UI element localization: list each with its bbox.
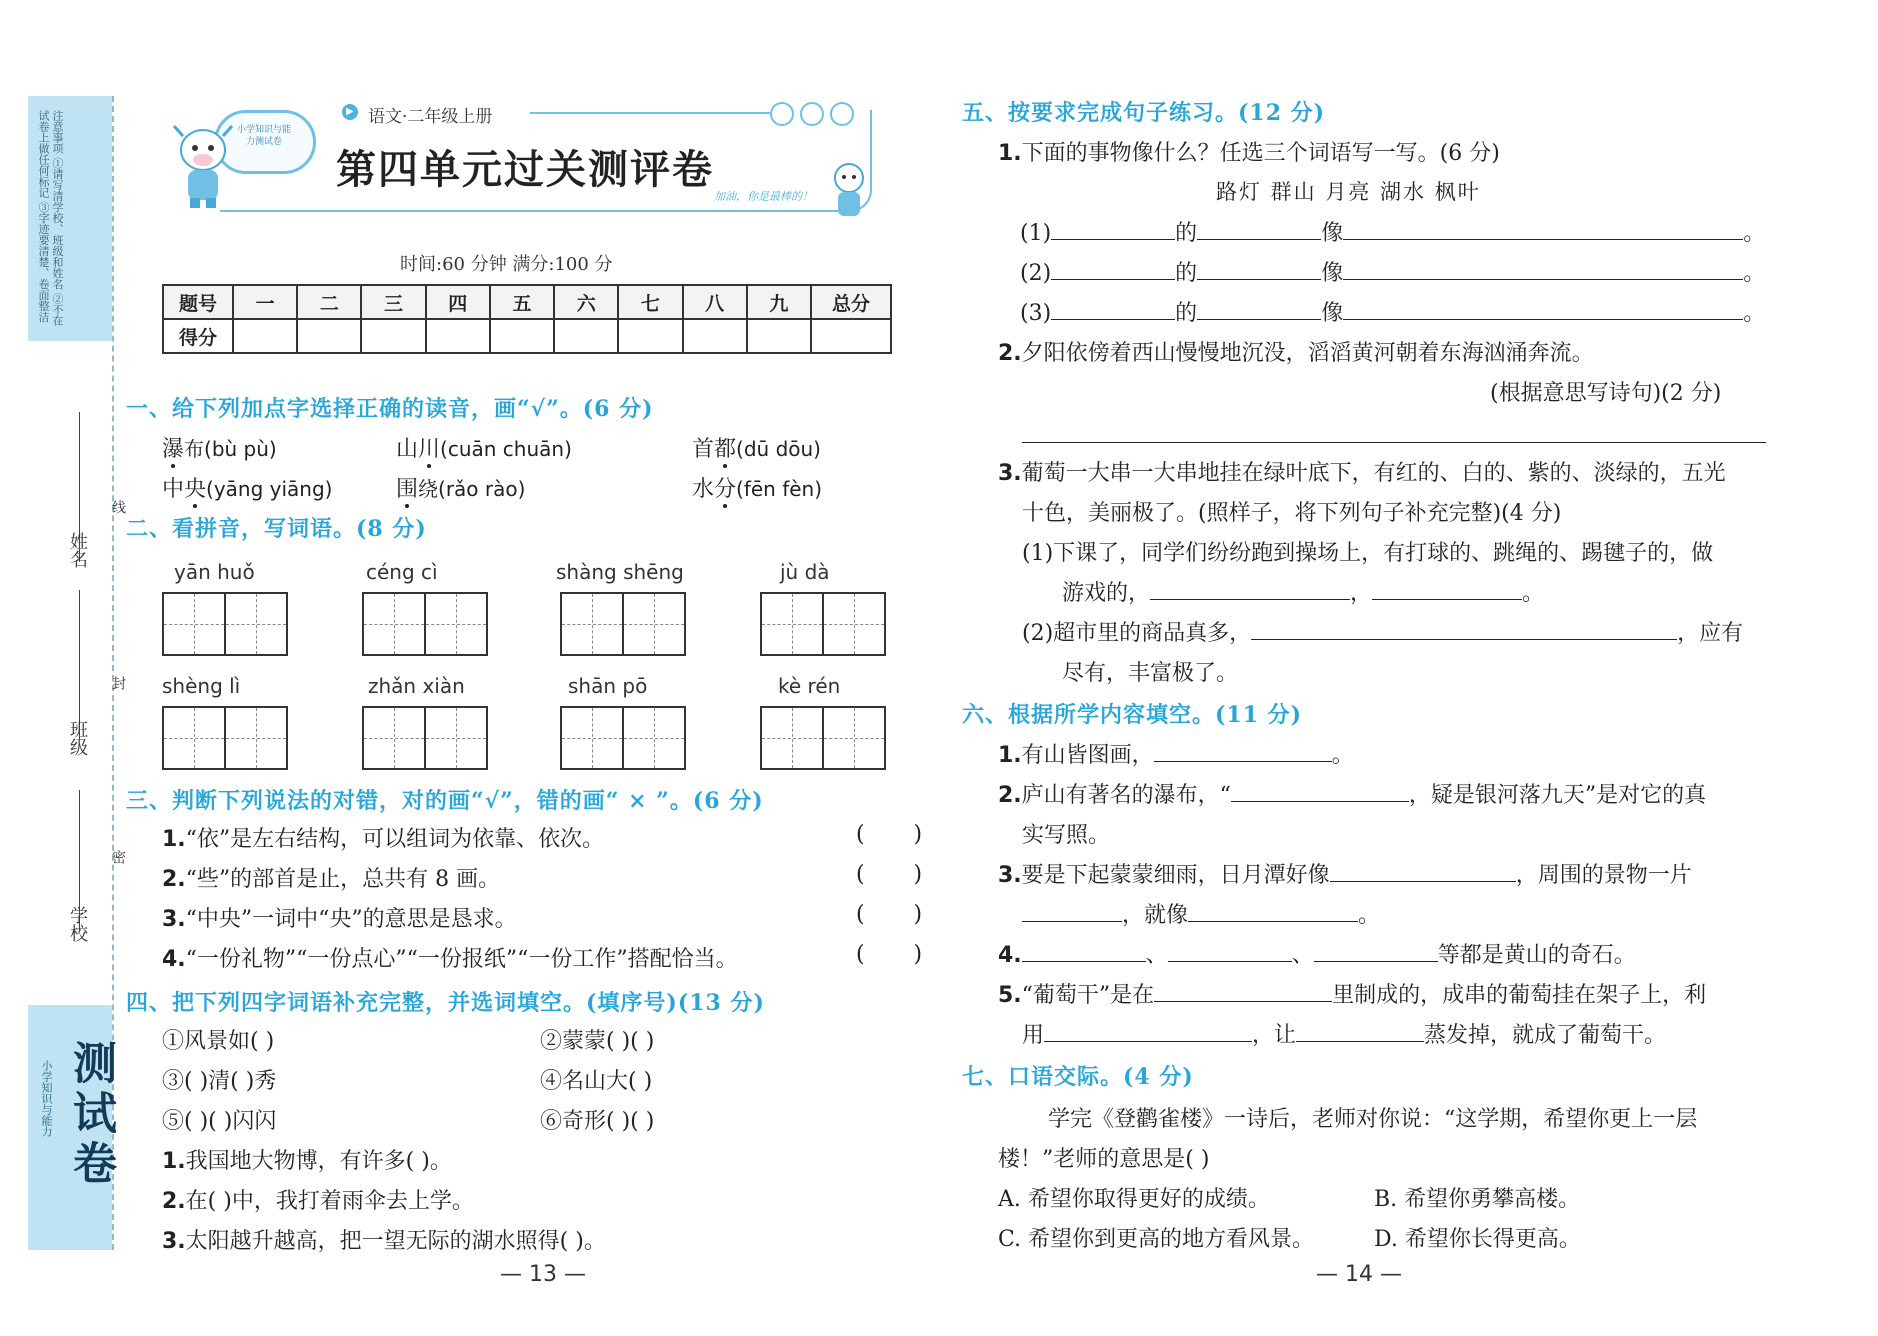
pinyin-label: yān huǒ	[174, 560, 255, 584]
score-input-cell[interactable]	[361, 319, 425, 353]
subject-divider	[530, 112, 770, 114]
question-5-3: 3.葡萄一大串一大串地挂在绿叶底下，有红的、白的、紫的、淡绿的，五光	[998, 461, 1726, 486]
idiom-item[interactable]: ①风景如( )	[162, 1029, 275, 1054]
analogy-row[interactable]: (2) 的 像 。	[1020, 256, 1765, 287]
score-input-cell[interactable]	[683, 319, 747, 353]
question-5-3-1: (1)下课了，同学们纷纷跑到操场上，有打球的、跳绳的、踢毽子的，做	[1022, 541, 1714, 566]
section-3-heading: 三、判断下列说法的对错，对的画“√”，错的画“ × ”。(6 分)	[126, 788, 764, 814]
writing-grid[interactable]	[560, 706, 686, 770]
score-header-cell: 总分	[811, 285, 891, 319]
pinyin-label: jù dà	[780, 560, 830, 584]
pinyin-label: shèng lì	[162, 674, 241, 698]
idiom-item[interactable]: ⑥奇形( )( )	[540, 1109, 655, 1134]
idiom-item[interactable]: ②蒙蒙( )( )	[540, 1029, 655, 1054]
score-input-cell[interactable]	[490, 319, 554, 353]
writing-grid[interactable]	[362, 592, 488, 656]
answer-paren[interactable]: ( )	[856, 902, 923, 927]
score-input-cell[interactable]	[233, 319, 297, 353]
question-7-text-cont[interactable]: 楼！”老师的意思是( )	[998, 1147, 1210, 1172]
question-7-text: 学完《登鹳雀楼》一诗后，老师对你说：“这学期，希望你更上一层	[1048, 1107, 1698, 1132]
score-row-label: 得分	[163, 319, 233, 353]
score-table	[162, 284, 892, 354]
score-input-cell[interactable]	[747, 319, 811, 353]
pinyin-choice-item[interactable]: 围绕(rǎo rào)	[396, 477, 526, 502]
score-header-cell: 八	[683, 285, 747, 319]
fill-item[interactable]: 2.在( )中，我打着雨伞去上学。	[162, 1189, 474, 1214]
play-icon: ▶	[342, 104, 358, 120]
name-label: 姓名	[67, 532, 88, 568]
cheer-text: 加油，你是最棒的！	[714, 190, 813, 203]
writing-grid[interactable]	[760, 706, 886, 770]
pinyin-label: céng cì	[366, 560, 438, 584]
pinyin-choice-item[interactable]: 山川(cuān chuān)	[396, 437, 572, 462]
question-5-3-cont: 十色，美丽极了。(照样子，将下列句子补充完整)(4 分)	[1022, 501, 1562, 526]
option-c[interactable]: C. 希望你到更高的地方看风景。	[998, 1227, 1315, 1252]
score-header-cell: 六	[554, 285, 618, 319]
pinyin-label: zhǎn xiàn	[368, 674, 465, 698]
seal-mark-xian: 线	[110, 500, 126, 514]
question-5-3-2[interactable]: (2)超市里的商品真多， ，应有	[1022, 616, 1743, 647]
decor-circle	[830, 102, 854, 126]
option-a[interactable]: A. 希望你取得更好的成绩。	[998, 1187, 1270, 1212]
pinyin-choice-item[interactable]: 瀑布(bù pù)	[162, 437, 277, 462]
writing-grid[interactable]	[362, 706, 488, 770]
time-info: 时间:60 分钟 满分:100 分	[400, 254, 613, 275]
idiom-item[interactable]: ④名山大( )	[540, 1069, 653, 1094]
decor-circle	[800, 102, 824, 126]
question-5-3-1-fill[interactable]: 游戏的， ， 。	[1062, 576, 1544, 607]
strip-brand: 小学知识与能力	[40, 1060, 53, 1137]
section-5-heading: 五、按要求完成句子练习。(12 分)	[962, 100, 1326, 126]
fill-item[interactable]: 3.太阳越升越高，把一望无际的湖水照得( )。	[162, 1229, 606, 1254]
score-header-cell: 一	[233, 285, 297, 319]
score-input-cell[interactable]	[554, 319, 618, 353]
small-mascot-icon	[824, 160, 874, 224]
section-7-heading: 七、口语交际。(4 分)	[962, 1064, 1194, 1090]
score-input-cell[interactable]	[618, 319, 682, 353]
section-1-heading: 一、给下列加点字选择正确的读音，画“√”。(6 分)	[126, 396, 654, 422]
page-number-right: — 14 —	[1316, 1262, 1402, 1287]
question-6-4[interactable]: 4. 、 、 等都是黄山的奇石。	[998, 938, 1636, 969]
score-header-cell: 题号	[163, 285, 233, 319]
subject-label: 语文·二年级上册	[368, 107, 493, 127]
question-5-3-2-cont: 尽有，丰富极了。	[1062, 661, 1239, 686]
analogy-row[interactable]: (1) 的 像 。	[1020, 216, 1765, 247]
writing-grid[interactable]	[162, 706, 288, 770]
question-5-1: 1.下面的事物像什么？任选三个词语写一写。(6 分)	[998, 141, 1500, 166]
question-5-2-hint: (根据意思写诗句)(2 分)	[1490, 381, 1722, 406]
seal-mark-mi: 密	[110, 850, 126, 864]
fill-item[interactable]: 1.我国地大物博，有许多( )。	[162, 1149, 452, 1174]
section-4-heading: 四、把下列四字词语补充完整，并选词填空。(填序号)(13 分)	[126, 990, 765, 1016]
judge-item: 3.“中央”一词中“央”的意思是恳求。	[162, 907, 517, 932]
judge-item: 2.“些”的部首是止，总共有 8 画。	[162, 867, 501, 892]
answer-line[interactable]	[1022, 442, 1766, 443]
score-header-cell: 四	[426, 285, 490, 319]
binding-notes: 注意事项 ①请写清学校、班级和姓名 ②不在试卷上做任何标记 ③字迹要清楚、卷面整洁	[37, 110, 64, 326]
answer-paren[interactable]: ( )	[856, 942, 923, 967]
score-header-cell: 九	[747, 285, 811, 319]
section-6-heading: 六、根据所学内容填空。(11 分)	[962, 702, 1303, 728]
score-input-cell[interactable]	[297, 319, 361, 353]
strip-title: 测试卷	[65, 1040, 116, 1190]
question-6-3-cont[interactable]: ，就像 。	[1022, 898, 1380, 929]
pinyin-choice-item[interactable]: 首都(dū dōu)	[692, 437, 821, 462]
option-b[interactable]: B. 希望你勇攀高楼。	[1374, 1187, 1581, 1212]
page-number-left: — 13 —	[500, 1262, 586, 1287]
pinyin-label: shàng shēng	[556, 560, 684, 584]
section-2-heading: 二、看拼音，写词语。(8 分)	[126, 516, 427, 542]
writing-grid[interactable]	[162, 592, 288, 656]
cloud-text: 小学知识与能力测试卷	[236, 125, 291, 147]
judge-item: 4.“一份礼物”“一份点心”“一份报纸”“一份工作”搭配恰当。	[162, 947, 738, 972]
pinyin-choice-item[interactable]: 中央(yāng yiāng)	[162, 477, 333, 502]
decor-circle	[770, 102, 794, 126]
score-header-cell: 二	[297, 285, 361, 319]
class-line	[79, 590, 80, 740]
answer-paren[interactable]: ( )	[856, 822, 923, 847]
option-d[interactable]: D. 希望你长得更高。	[1374, 1227, 1581, 1252]
seal-mark-feng: 封	[110, 676, 126, 690]
class-label: 班级	[67, 720, 88, 756]
question-6-5-cont[interactable]: 用 ，让 蒸发掉，就成了葡萄干。	[1022, 1018, 1666, 1049]
answer-paren[interactable]: ( )	[856, 862, 923, 887]
score-input-cell[interactable]	[426, 319, 490, 353]
question-6-1[interactable]: 1.有山皆图画， 。	[998, 738, 1354, 769]
score-input-cell[interactable]	[811, 319, 891, 353]
idiom-item[interactable]: ⑤( )( )闪闪	[162, 1109, 277, 1134]
pinyin-choice-item[interactable]: 水分(fēn fèn)	[692, 477, 823, 502]
writing-grid[interactable]	[760, 592, 886, 656]
paper-title: 第四单元过关测评卷	[336, 146, 714, 193]
school-label: 学校	[67, 906, 88, 942]
question-6-2-cont: 实写照。	[1022, 823, 1111, 848]
analogy-row[interactable]: (3) 的 像 。	[1020, 296, 1765, 327]
word-list: 路灯 群山 月亮 湖水 枫叶	[1216, 180, 1481, 204]
question-6-3[interactable]: 3.要是下起蒙蒙细雨，日月潭好像 ，周围的景物一片	[998, 858, 1692, 889]
score-header-cell: 五	[490, 285, 554, 319]
idiom-item[interactable]: ③( )清( )秀	[162, 1069, 277, 1094]
pinyin-label: shān pō	[568, 674, 648, 698]
cow-mascot-icon	[168, 120, 238, 210]
question-5-2: 2.夕阳依傍着西山慢慢地沉没，滔滔黄河朝着东海汹涌奔流。	[998, 341, 1594, 366]
writing-grid[interactable]	[560, 592, 686, 656]
score-header-cell: 三	[361, 285, 425, 319]
judge-item: 1.“依”是左右结构，可以组词为依靠、依次。	[162, 827, 605, 852]
question-6-5[interactable]: 5.“葡萄干”是在 里制成的，成串的葡萄挂在架子上，利	[998, 978, 1706, 1009]
pinyin-label: kè rén	[778, 674, 841, 698]
question-6-2[interactable]: 2.庐山有著名的瀑布，“ ，疑是银河落九天”是对它的真	[998, 778, 1706, 809]
score-header-cell: 七	[618, 285, 682, 319]
